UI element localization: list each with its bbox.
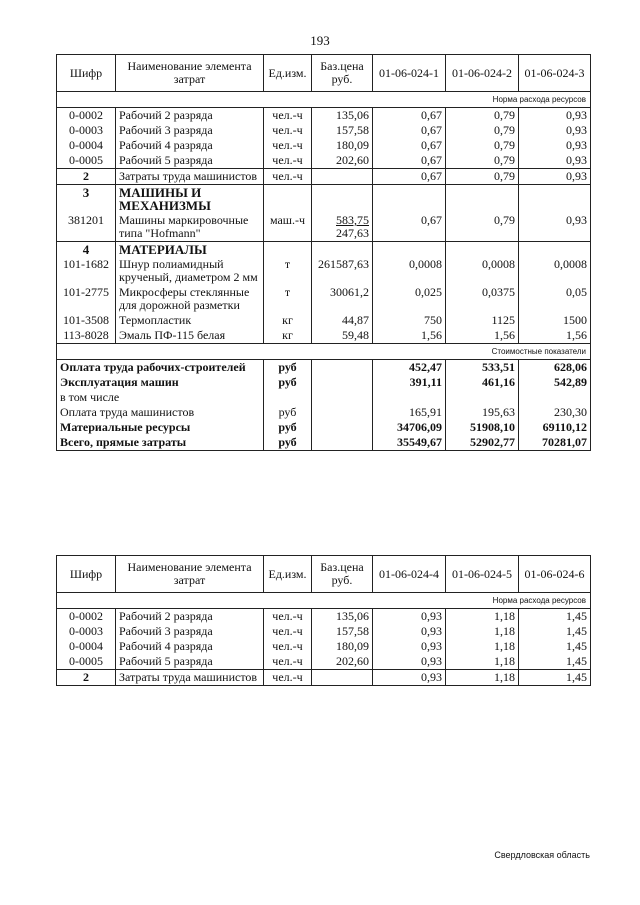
cell-price [312,405,373,420]
cell-value-3: 0,93 [519,153,591,169]
cell-value-3: 0,93 [519,138,591,153]
section-label: Стоимостные показатели [57,344,591,360]
cell-unit [264,390,312,405]
cell-price: 44,87 [312,313,373,328]
cell-cost-name: Материальные ресурсы [57,420,264,435]
cell-value-1: 0,025 [373,285,446,313]
cell-value-2: 1,18 [446,609,519,625]
section-norm-row [57,92,591,108]
table-header-row [57,556,591,593]
cell-price: 180,09 [312,639,373,654]
cell-price [312,242,373,258]
section-label: Норма расхода ресурсов [57,593,591,609]
cell-value-3: 69110,12 [519,420,591,435]
page-number: 193 [310,33,330,48]
cell-code: 0-0004 [57,639,116,654]
cell-value-3: 0,93 [519,169,591,185]
cell-unit: чел.-ч [264,123,312,138]
cell-price: 202,60 [312,153,373,169]
col-header-norm-6: 01-06-024-6 [519,556,591,593]
col-header-norm-4: 01-06-024-4 [373,556,446,593]
worker-row [57,153,591,169]
cost-row [57,390,591,405]
cell-value-1: 0,67 [373,213,446,242]
cell-value-2: 0,79 [446,138,519,153]
machinists-row [57,169,591,185]
worker-row [57,123,591,138]
col-header-code: Шифр [57,55,116,92]
cell-unit: чел.-ч [264,624,312,639]
cell-value-1: 0,93 [373,609,446,625]
machine-row [57,213,591,242]
cell-value-2: 0,79 [446,169,519,185]
worker-row [57,108,591,124]
col-header-price: Баз.цена руб. [312,55,373,92]
cell-name: Рабочий 5 разряда [116,153,264,169]
col-header-norm-3: 01-06-024-3 [519,55,591,92]
cell-value-2: 0,79 [446,153,519,169]
cost-row [57,420,591,435]
cell-name: МАШИНЫ И МЕХАНИЗМЫ [116,185,264,214]
cell-unit: чел.-ч [264,654,312,670]
material-row [57,285,591,313]
cell-value-3: 0,93 [519,123,591,138]
cell-value-1: 0,67 [373,123,446,138]
cell-value-2: 195,63 [446,405,519,420]
cell-unit: чел.-ч [264,108,312,124]
cell-price [312,360,373,376]
cell-value-2: 533,51 [446,360,519,376]
worker-row [57,639,591,654]
cell-value-3: 542,89 [519,375,591,390]
section-cost-row [57,344,591,360]
cell-price [312,375,373,390]
cell-code: 0-0003 [57,624,116,639]
cell-value-2: 0,79 [446,213,519,242]
material-row [57,328,591,344]
resource-table-1 [56,54,591,451]
cell-cost-name: Всего, прямые затраты [57,435,264,451]
cell-unit: т [264,257,312,285]
cell-value-3: 1,45 [519,609,591,625]
cell-value-2: 0,0375 [446,285,519,313]
cell-price: 202,60 [312,654,373,670]
cell-value-1: 750 [373,313,446,328]
cell-value-2: 52902,77 [446,435,519,451]
cell-code: 113-8028 [57,328,116,344]
cell-name: Рабочий 3 разряда [116,123,264,138]
cell-value-2: 1,56 [446,328,519,344]
cost-row [57,405,591,420]
cell-value-3: 1,56 [519,328,591,344]
cell-value-1: 0,67 [373,169,446,185]
col-header-unit: Ед.изм. [264,55,312,92]
cell-value-1 [373,185,446,214]
cell-name: Рабочий 4 разряда [116,138,264,153]
cell-value-1: 0,67 [373,153,446,169]
cell-value-1: 0,67 [373,108,446,124]
cell-value-2: 1,18 [446,624,519,639]
cell-value-1: 0,93 [373,654,446,670]
section-norm-row [57,593,591,609]
worker-row [57,138,591,153]
cell-value-1: 0,0008 [373,257,446,285]
cell-name: Машины маркировочные типа "Hofmann" [116,213,264,242]
cell-cost-name: в том числе [57,390,264,405]
cell-value-1: 165,91 [373,405,446,420]
cell-price: 157,58 [312,123,373,138]
cell-unit: кг [264,328,312,344]
cell-name: Рабочий 4 разряда [116,639,264,654]
worker-row [57,624,591,639]
cell-price [312,420,373,435]
cell-value-3: 0,0008 [519,257,591,285]
cell-unit: кг [264,313,312,328]
cell-code: 101-1682 [57,257,116,285]
cell-code: 0-0002 [57,609,116,625]
cell-value-1: 35549,67 [373,435,446,451]
resource-table-2 [56,555,591,686]
cell-name: Шнур полиамидный крученый, диаметром 2 мм [116,257,264,285]
cell-price [312,390,373,405]
col-header-code: Шифр [57,556,116,593]
cell-code: 0-0005 [57,654,116,670]
col-header-name: Наименование элемента затрат [116,556,264,593]
cell-value-3 [519,390,591,405]
material-row [57,257,591,285]
section-label: Норма расхода ресурсов [57,92,591,108]
cell-value-1 [373,242,446,258]
cell-cost-name: Оплата труда машинистов [57,405,264,420]
machine-price-wage: 247,63 [336,226,369,240]
cell-name: Затраты труда машинистов [116,169,264,185]
cell-name: Рабочий 5 разряда [116,654,264,670]
cell-value-1: 1,56 [373,328,446,344]
cell-unit: руб [264,420,312,435]
col-header-name: Наименование элемента затрат [116,55,264,92]
cell-code: 2 [57,169,116,185]
machine-price-total: 583,75 [336,213,369,227]
cell-code: 0-0005 [57,153,116,169]
cell-value-3: 70281,07 [519,435,591,451]
cell-price [312,185,373,214]
cell-code: 4 [57,242,116,258]
cell-unit [264,185,312,214]
cell-unit: руб [264,375,312,390]
cell-unit: т [264,285,312,313]
cost-row [57,435,591,451]
cell-value-2 [446,242,519,258]
cell-unit: маш.-ч [264,213,312,242]
cell-name: Рабочий 2 разряда [116,108,264,124]
col-header-price: Баз.цена руб. [312,556,373,593]
col-header-norm-5: 01-06-024-5 [446,556,519,593]
cell-unit: чел.-ч [264,670,312,686]
cell-value-1: 452,47 [373,360,446,376]
cell-code: 3 [57,185,116,214]
cell-unit: руб [264,405,312,420]
cell-code: 381201 [57,213,116,242]
cell-value-2: 0,0008 [446,257,519,285]
cell-cost-name: Эксплуатация машин [57,375,264,390]
material-row [57,313,591,328]
cell-name: Микросферы стеклянные для дорожной разметки [116,285,264,313]
cell-value-1 [373,390,446,405]
cell-value-2: 51908,10 [446,420,519,435]
cell-value-1: 0,93 [373,624,446,639]
cell-code: 101-2775 [57,285,116,313]
cell-name: Затраты труда машинистов [116,670,264,686]
table-header-row [57,55,591,92]
cost-row [57,375,591,390]
cell-value-2: 0,79 [446,108,519,124]
machinists-row [57,670,591,686]
cell-unit [264,242,312,258]
cell-value-3 [519,242,591,258]
cell-value-3: 1,45 [519,639,591,654]
cell-value-2 [446,185,519,214]
cell-unit: чел.-ч [264,169,312,185]
cell-value-3: 1,45 [519,654,591,670]
cell-price: 157,58 [312,624,373,639]
cell-unit: руб [264,435,312,451]
cell-unit: чел.-ч [264,153,312,169]
cell-price: 30061,2 [312,285,373,313]
cell-value-2: 1,18 [446,639,519,654]
cell-value-3 [519,185,591,214]
cell-value-1: 391,11 [373,375,446,390]
cell-unit: чел.-ч [264,138,312,153]
cell-value-2: 1125 [446,313,519,328]
machines-header-row [57,185,591,214]
cell-price: 59,48 [312,328,373,344]
cell-value-1: 0,67 [373,138,446,153]
cell-code: 0-0003 [57,123,116,138]
cell-value-2: 1,18 [446,670,519,686]
cell-value-3: 0,93 [519,108,591,124]
cell-value-1: 0,93 [373,639,446,654]
cell-name: Термопластик [116,313,264,328]
cell-price [312,169,373,185]
cell-price [312,670,373,686]
cell-unit: чел.-ч [264,609,312,625]
cell-value-2: 461,16 [446,375,519,390]
cost-row [57,360,591,376]
cell-value-3: 230,30 [519,405,591,420]
cell-value-2: 1,18 [446,654,519,670]
cell-value-3: 1500 [519,313,591,328]
worker-row [57,654,591,670]
cell-price [312,213,373,242]
cell-value-3: 0,93 [519,213,591,242]
cell-cost-name: Оплата труда рабочих-строителей [57,360,264,376]
cell-price: 261587,63 [312,257,373,285]
cell-code: 0-0002 [57,108,116,124]
footer-region: Свердловская область [494,850,590,860]
cell-code: 101-3508 [57,313,116,328]
cell-price: 180,09 [312,138,373,153]
col-header-norm-2: 01-06-024-2 [446,55,519,92]
cell-price: 135,06 [312,609,373,625]
cell-value-3: 628,06 [519,360,591,376]
cell-value-1: 0,93 [373,670,446,686]
cell-code: 2 [57,670,116,686]
cell-name: Рабочий 3 разряда [116,624,264,639]
cell-price: 135,06 [312,108,373,124]
cell-value-2 [446,390,519,405]
cell-value-3: 1,45 [519,624,591,639]
cell-value-1: 34706,09 [373,420,446,435]
worker-row [57,609,591,625]
cell-value-3: 0,05 [519,285,591,313]
cell-unit: чел.-ч [264,639,312,654]
cell-price [312,435,373,451]
cell-code: 0-0004 [57,138,116,153]
cell-value-3: 1,45 [519,670,591,686]
cell-name: Рабочий 2 разряда [116,609,264,625]
cell-value-2: 0,79 [446,123,519,138]
cell-name: Эмаль ПФ-115 белая [116,328,264,344]
cell-unit: руб [264,360,312,376]
col-header-unit: Ед.изм. [264,556,312,593]
materials-header-row [57,242,591,258]
cell-name: МАТЕРИАЛЫ [116,242,264,258]
col-header-norm-1: 01-06-024-1 [373,55,446,92]
